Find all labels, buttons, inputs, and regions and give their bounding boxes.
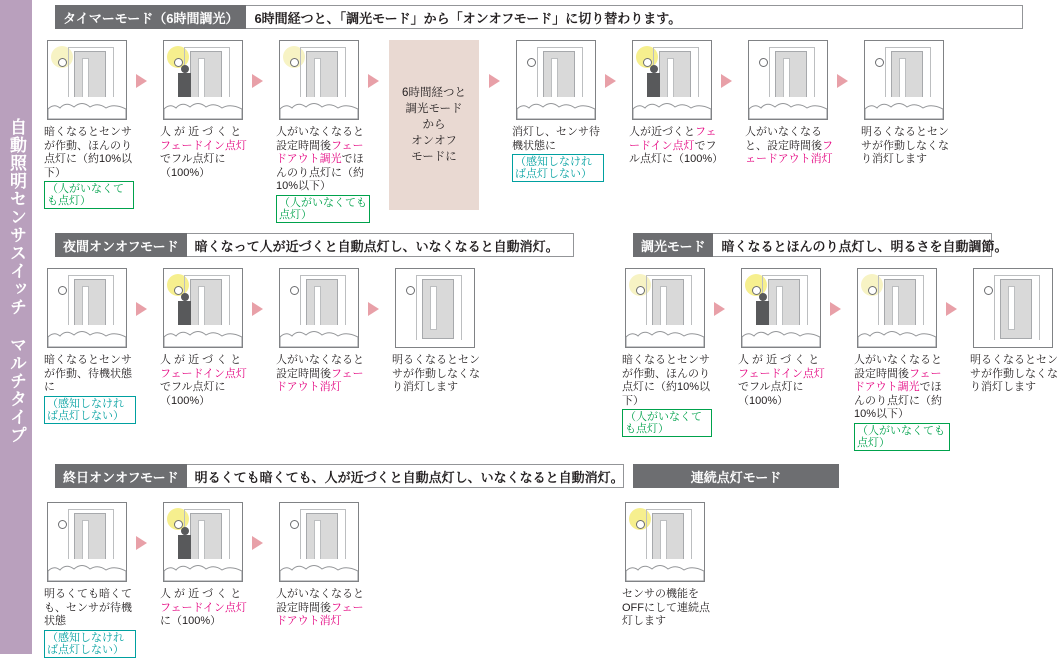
caption-timer-6 — [745, 126, 839, 167]
ground-shrubs — [626, 325, 704, 347]
caption-text: 人 が 近 づ く と — [160, 588, 242, 600]
caption-emph: フェードイン点灯 — [160, 139, 247, 152]
section-tag-continuous: 連続点灯モード — [633, 464, 839, 488]
ground-shrubs — [865, 97, 943, 119]
sensor-dot-icon — [868, 286, 877, 295]
scene-timer-4 — [516, 40, 596, 120]
scene-night-1 — [47, 268, 127, 348]
ground-shrubs — [48, 325, 126, 347]
caption-text: 人が近づくと — [629, 126, 695, 138]
sensor-dot-icon — [58, 520, 67, 529]
section-desc-allday: 明るくても暗くても、人が近づくと自動点灯し、いなくなると自動消灯。 — [187, 464, 624, 488]
caption-text: 人 が 近 づ く と — [738, 354, 820, 366]
caption-note: （人がいなくても点灯） — [276, 195, 370, 223]
caption-dim-3 — [854, 354, 950, 451]
sensor-dot-icon — [636, 286, 645, 295]
ground-shrubs — [858, 325, 936, 347]
flow-arrow — [136, 74, 147, 88]
scene-dim-1 — [625, 268, 705, 348]
caption-text: 消灯し、センサ待機状態に — [512, 126, 600, 152]
caption-text: 明るくなるとセンサが作動しなくなり消灯します — [392, 354, 480, 393]
sensor-dot-icon — [984, 286, 993, 295]
caption-emph: フェードアウト消灯 — [276, 367, 364, 393]
section-tag-timer: タイマーモード（6時間調光） — [55, 5, 246, 29]
flow-arrow — [136, 302, 147, 316]
section-tag-night: 夜間オンオフモード — [55, 233, 187, 257]
caption-timer-7 — [861, 126, 955, 167]
caption-emph: フェードアウト消灯 — [276, 601, 364, 627]
caption-night-1 — [44, 354, 136, 424]
flow-arrow — [368, 302, 379, 316]
ground-shrubs — [164, 325, 242, 347]
section-tag-allday: 終日オンオフモード — [55, 464, 187, 488]
flow-arrow — [252, 74, 263, 88]
ground-shrubs — [48, 559, 126, 581]
door — [422, 279, 454, 339]
scene-night-4 — [395, 268, 475, 348]
caption-emph: フェードイン点灯 — [738, 367, 825, 380]
section-desc-night: 暗くなって人が近づくと自動点灯し、いなくなると自動消灯。 — [187, 233, 574, 257]
timer-panel-line-5: モードに — [411, 151, 457, 163]
ground-shrubs — [633, 97, 711, 119]
ground-shrubs — [48, 97, 126, 119]
section-tag-dimming: 調光モード — [633, 233, 713, 257]
caption-emph: フェードイン点灯 — [160, 367, 247, 380]
flow-arrow — [605, 74, 616, 88]
ground-shrubs — [164, 97, 242, 119]
ground-shrubs — [749, 97, 827, 119]
caption-text-2: でフル点灯に（100%） — [160, 153, 226, 179]
caption-dim-2 — [738, 354, 830, 408]
scene-timer-3 — [279, 40, 359, 120]
flow-arrow — [136, 536, 147, 550]
flow-arrow — [946, 302, 957, 316]
caption-note: （人がいなくても点灯） — [854, 423, 950, 451]
caption-allday-3 — [276, 588, 372, 629]
sensor-dot-icon — [58, 286, 67, 295]
caption-timer-2 — [160, 126, 252, 180]
caption-note: （人がいなくても点灯） — [622, 409, 712, 437]
scene-night-2 — [163, 268, 243, 348]
caption-dim-1 — [622, 354, 712, 437]
caption-timer-1 — [44, 126, 134, 209]
caption-text: 人がいなくなると、設定時間後 — [745, 126, 822, 152]
scene-allday-2 — [163, 502, 243, 582]
sensor-dot-icon — [58, 58, 67, 67]
ground-shrubs — [280, 97, 358, 119]
flow-arrow — [830, 302, 841, 316]
caption-note: （人がいなくても点灯） — [44, 181, 134, 209]
sensor-dot-icon — [290, 520, 299, 529]
caption-text: 人がいなくなると設定時間後 — [854, 354, 942, 380]
caption-emph: フェードアウト調光 — [854, 367, 942, 393]
caption-allday-1 — [44, 588, 136, 658]
caption-text-2: でフル点灯に（100%） — [629, 139, 724, 165]
caption-dim-4 — [970, 354, 1058, 395]
caption-text-2: でフル点灯に（100%） — [160, 381, 226, 407]
timer-panel-line-4: オンオフ — [411, 135, 457, 147]
ground-shrubs — [517, 97, 595, 119]
caption-text: 暗くなるとセンサが作動、ほんのり点灯に（約10%以下） — [44, 126, 133, 179]
timer-switch-panel — [389, 40, 479, 210]
section-desc-dimming: 暗くなるとほんのり点灯し、明るさを自動調節。 — [713, 233, 992, 257]
door — [1000, 279, 1032, 339]
scene-night-3 — [279, 268, 359, 348]
caption-emph: フェードイン点灯 — [629, 126, 717, 152]
section-header-timer — [55, 5, 1023, 29]
caption-text: 人 が 近 づ く と — [160, 354, 242, 366]
flow-arrow — [837, 74, 848, 88]
caption-text: センサの機能をOFFにして連続点灯します — [622, 588, 710, 627]
flow-arrow — [368, 74, 379, 88]
sensor-dot-icon — [527, 58, 536, 67]
scene-allday-1 — [47, 502, 127, 582]
caption-text: 明るくなるとセンサが作動しなくなり消灯します — [861, 126, 949, 165]
caption-emph: フェードアウト調光 — [276, 139, 364, 165]
caption-timer-4 — [512, 126, 604, 182]
sensor-dot-icon — [290, 286, 299, 295]
caption-text-2: でフル点灯に（100%） — [738, 381, 804, 407]
caption-emph: フェードイン点灯 — [160, 601, 247, 614]
caption-timer-5 — [629, 126, 723, 167]
sidebar-band — [0, 0, 32, 654]
caption-continuous-1 — [622, 588, 718, 629]
caption-text-2: でほんのり点灯に（約10%以下） — [854, 381, 942, 420]
ground-shrubs — [164, 559, 242, 581]
caption-text-2: でほんのり点灯に（約10%以下） — [276, 153, 364, 192]
caption-night-3 — [276, 354, 372, 395]
section-header-night — [55, 233, 574, 257]
caption-text: 明るくても暗くても、センサが待機状態 — [44, 588, 132, 627]
sidebar-label: 自動照明センサスイッチ マルチタイプ — [7, 118, 26, 444]
scene-continuous-1 — [625, 502, 705, 582]
caption-text: 明るくなるとセンサが作動しなくなり消灯します — [970, 354, 1058, 393]
caption-night-2 — [160, 354, 254, 408]
ground-shrubs — [626, 559, 704, 581]
scene-dim-3 — [857, 268, 937, 348]
flow-arrow — [489, 74, 500, 88]
sensor-dot-icon — [406, 286, 415, 295]
caption-timer-3 — [276, 126, 370, 223]
caption-text: 人 が 近 づ く と — [160, 126, 242, 138]
scene-timer-5 — [632, 40, 712, 120]
timer-panel-line-1: 6時間経つと — [402, 87, 466, 99]
flow-arrow — [714, 302, 725, 316]
flow-arrow — [721, 74, 732, 88]
scene-allday-3 — [279, 502, 359, 582]
scene-timer-1 — [47, 40, 127, 120]
scene-dim-2 — [741, 268, 821, 348]
sensor-dot-icon — [290, 58, 299, 67]
section-header-allday — [55, 464, 624, 488]
caption-note: （感知しなければ点灯しない） — [44, 630, 136, 658]
flow-arrow — [252, 302, 263, 316]
scene-timer-7 — [864, 40, 944, 120]
sensor-dot-icon — [875, 58, 884, 67]
caption-note: （感知しなければ点灯しない） — [512, 154, 604, 182]
caption-emph: フェードアウト消灯 — [745, 139, 833, 165]
section-desc-timer: 6時間経つと、「調光モード」から「オンオフモード」に切り替わります。 — [246, 5, 1023, 29]
scene-timer-6 — [748, 40, 828, 120]
caption-text: 暗くなるとセンサが作動、待機状態に — [44, 354, 132, 393]
caption-allday-2 — [160, 588, 254, 629]
caption-text: 暗くなるとセンサが作動、ほんのり点灯に（約10%以下） — [622, 354, 711, 407]
flow-arrow — [252, 536, 263, 550]
scene-dim-4 — [973, 268, 1053, 348]
ground-shrubs — [280, 559, 358, 581]
section-header-dimming — [633, 233, 1008, 257]
sensor-dot-icon — [759, 58, 768, 67]
section-header-continuous — [633, 464, 839, 488]
sensor-dot-icon — [636, 520, 645, 529]
timer-panel-line-2: 調光モード — [405, 103, 463, 115]
caption-text-2: に（100%） — [160, 615, 222, 627]
caption-text: 人がいなくなると設定時間後 — [276, 354, 364, 380]
ground-shrubs — [280, 325, 358, 347]
caption-text: 人がいなくなると設定時間後 — [276, 126, 364, 152]
timer-panel-line-3: から — [422, 119, 446, 131]
caption-night-4 — [392, 354, 484, 395]
ground-shrubs — [742, 325, 820, 347]
scene-timer-2 — [163, 40, 243, 120]
caption-note: （感知しなければ点灯しない） — [44, 396, 136, 424]
caption-text: 人がいなくなると設定時間後 — [276, 588, 364, 614]
